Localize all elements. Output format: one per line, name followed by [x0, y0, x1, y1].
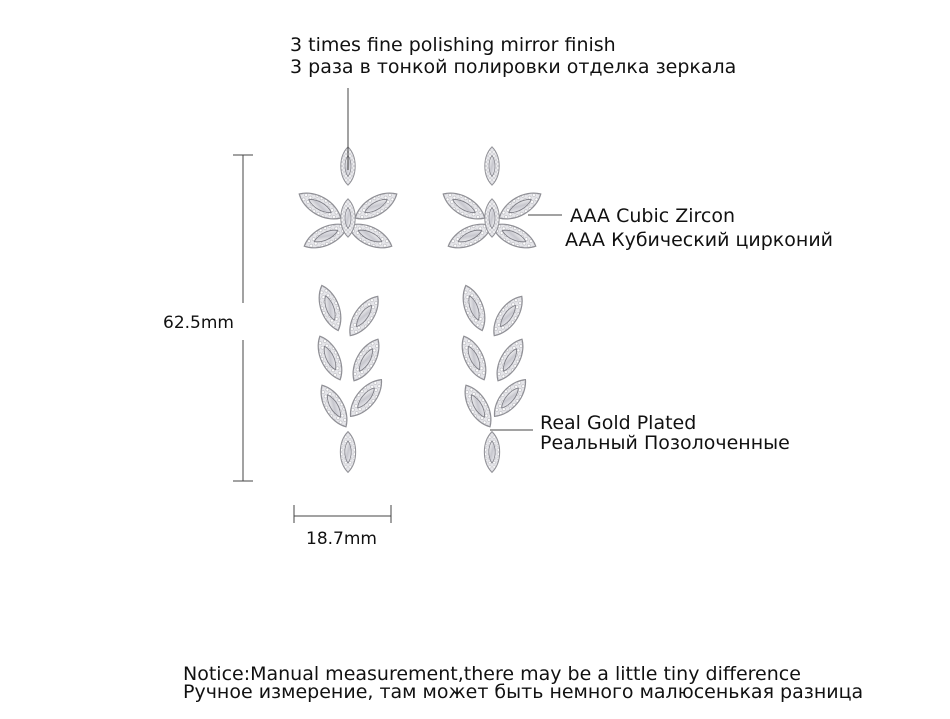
- width-dimension-line: [294, 505, 391, 523]
- polish-note-ru: 3 раза в тонкой полировки отделка зеркала: [290, 56, 737, 78]
- width-label: 18.7mm: [306, 529, 377, 549]
- notice-ru: Ручное измерение, там может быть немного малюсенькая разница: [183, 681, 864, 703]
- callout-lines: [348, 88, 562, 430]
- polish-note-en: 3 times fine polishing mirror finish: [290, 34, 616, 56]
- gold-note-ru: Реальный Позолоченные: [540, 432, 790, 454]
- gold-note-en: Real Gold Plated: [540, 412, 697, 434]
- zircon-note-ru: AAA Кубический цирконий: [565, 229, 834, 251]
- right-earring: [439, 147, 546, 473]
- height-dimension-line: [233, 155, 253, 481]
- zircon-note-en: AAA Cubic Zircon: [570, 205, 736, 227]
- height-label: 62.5mm: [163, 313, 234, 333]
- notice-en: Notice:Manual measurement,there may be a little tiny difference: [183, 663, 801, 685]
- left-earring: [295, 147, 402, 473]
